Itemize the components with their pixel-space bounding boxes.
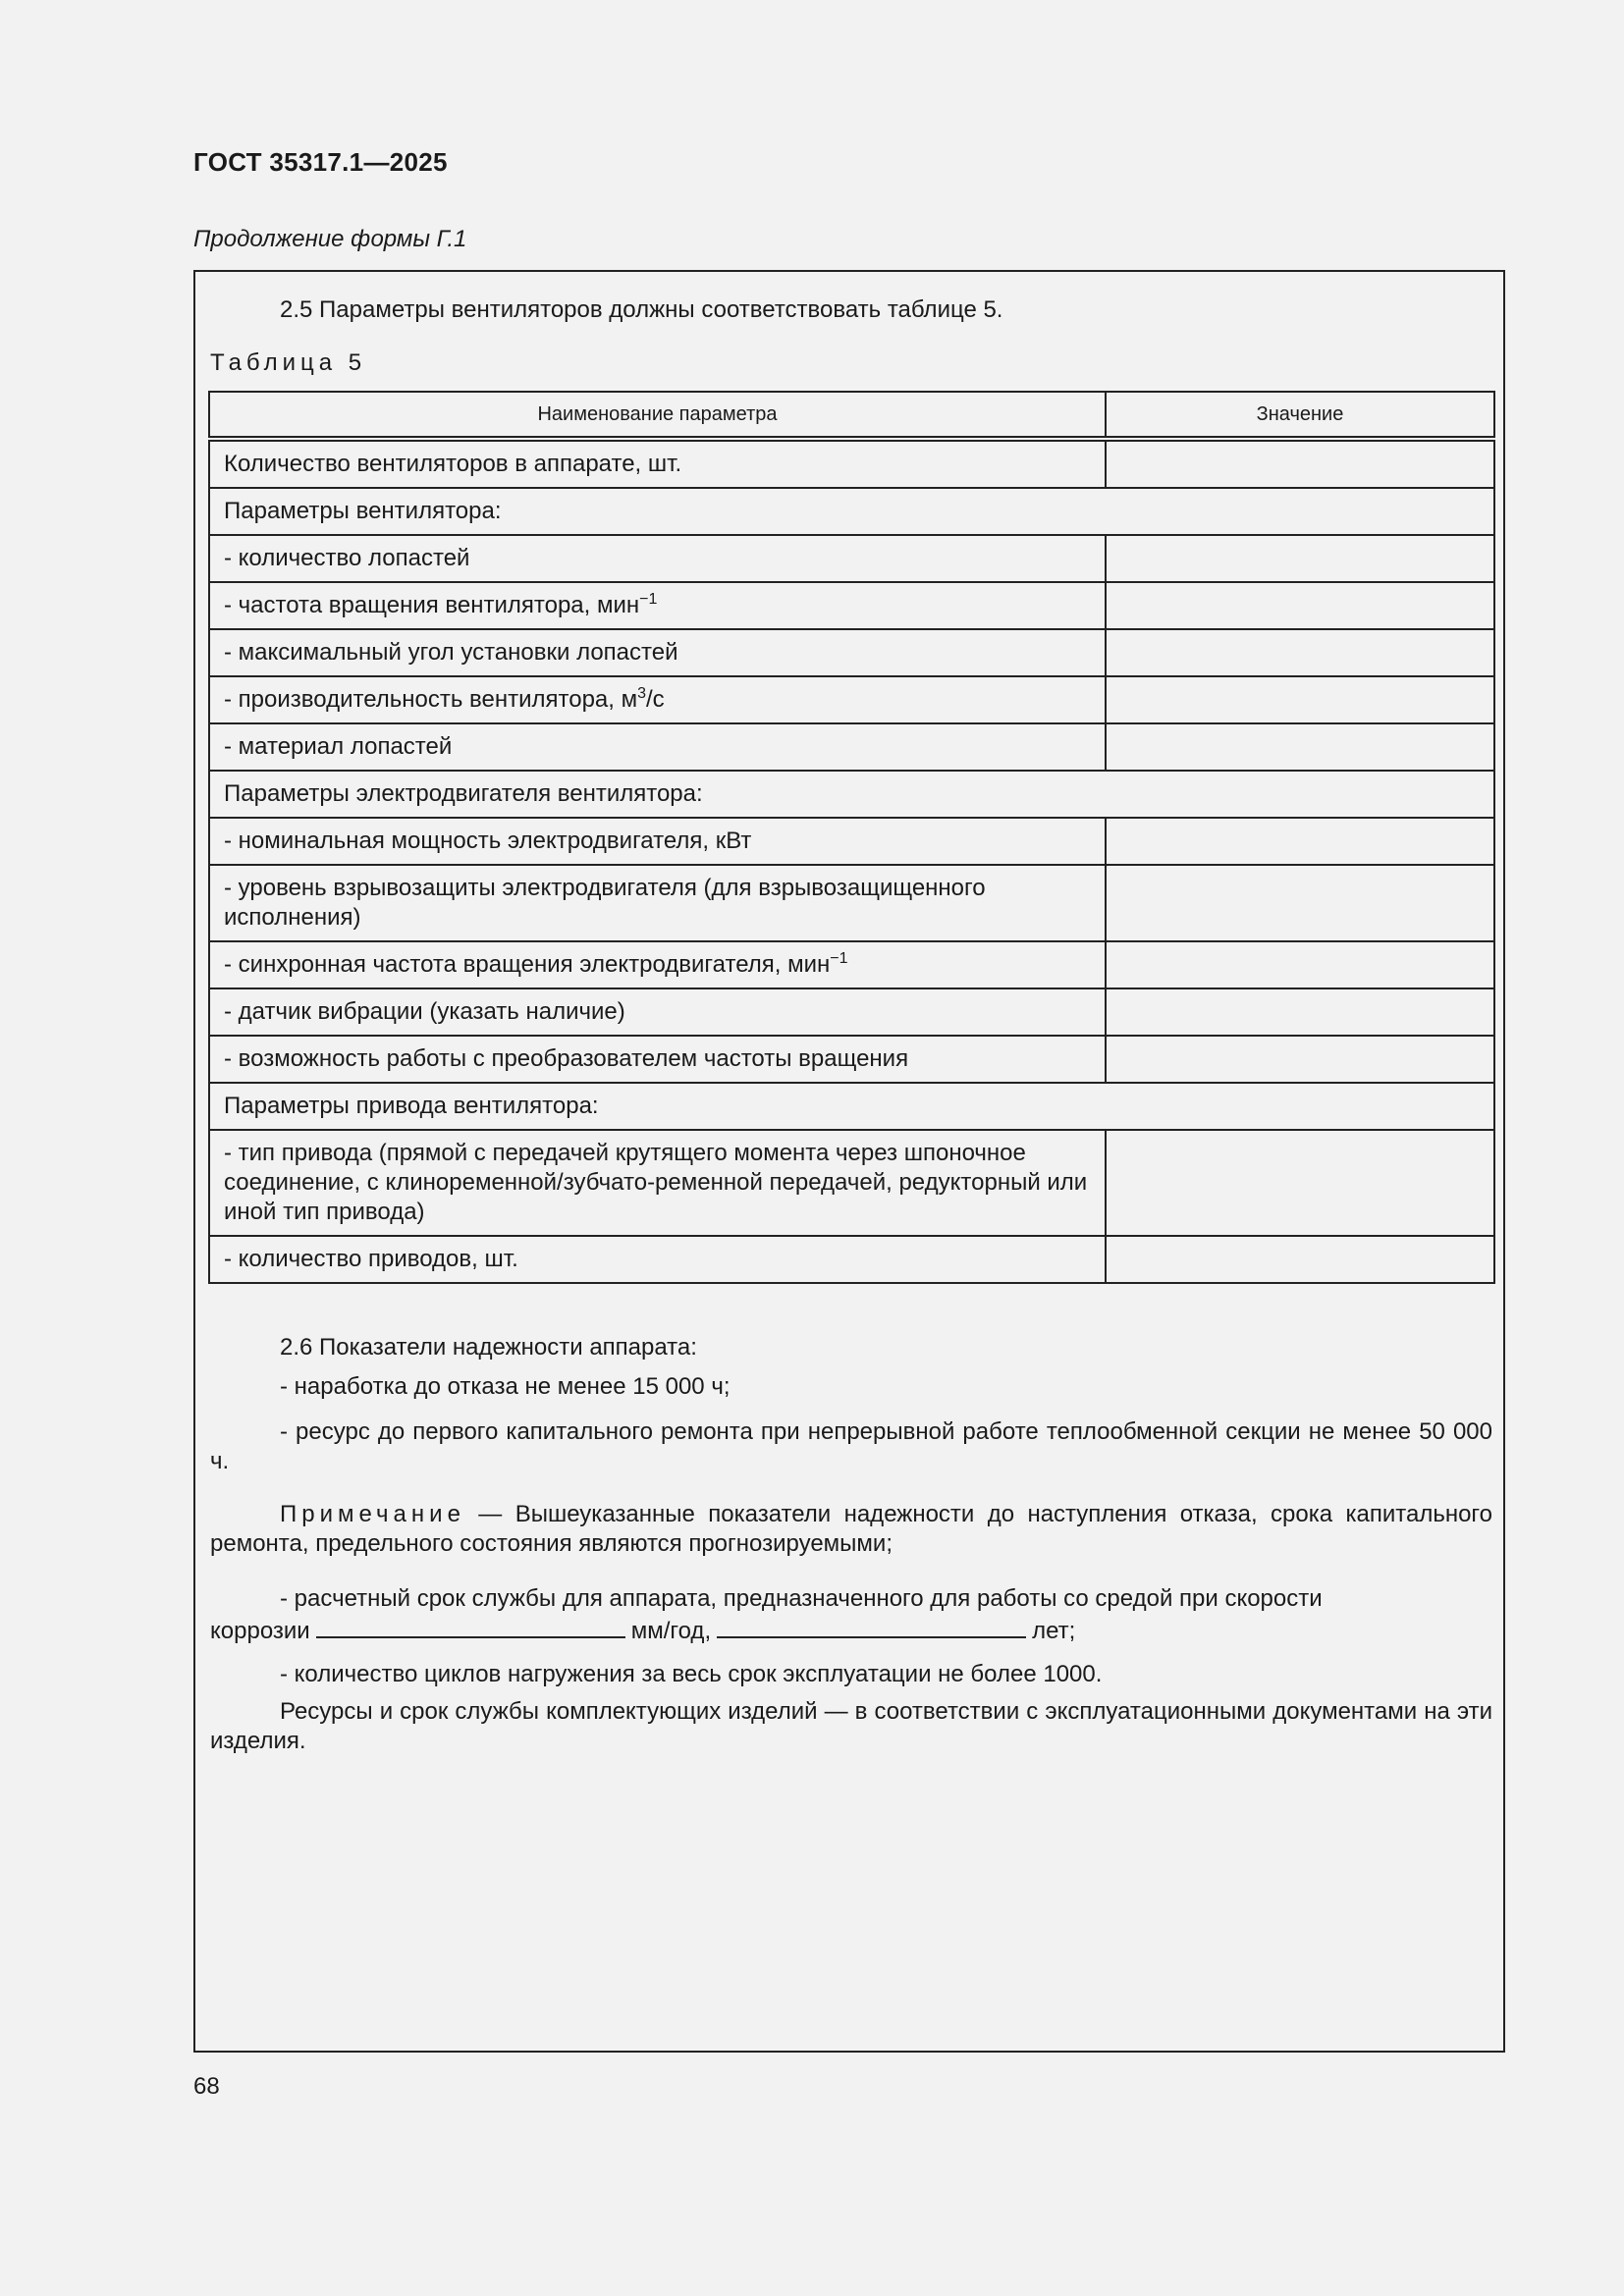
row-value-cell[interactable] xyxy=(1106,1130,1494,1236)
table-row xyxy=(209,582,1494,629)
component-resources-text: Ресурсы и срок службы комплектующих изделий — в соответствии с эксплуатационными документами на эти изделия. xyxy=(210,1698,1492,1754)
corrosion-prefix: коррозии xyxy=(210,1618,310,1644)
reliability-item-mtbf: - наработка до отказа не менее 15 000 ч; xyxy=(280,1373,731,1400)
table-row xyxy=(209,535,1494,582)
table-row xyxy=(209,1130,1494,1236)
table-row xyxy=(209,988,1494,1036)
table-row xyxy=(209,629,1494,676)
row-label: Количество вентиляторов в аппарате, шт. xyxy=(209,439,1106,488)
row-label-text: - синхронная частота вращения электродвигателя, мин xyxy=(224,951,831,978)
row-value-cell[interactable] xyxy=(1106,1036,1494,1083)
section-label: Параметры вентилятора: xyxy=(209,488,1494,535)
table-row xyxy=(209,818,1494,865)
row-label: - уровень взрывозащиты электродвигателя (для взрывозащищенного исполнения) xyxy=(209,865,1106,941)
corrosion-rate-blank[interactable] xyxy=(316,1615,625,1638)
document-code: ГОСТ 35317.1—2025 xyxy=(193,147,448,177)
load-cycles-text: - количество циклов нагружения за весь срок эксплуатации не более 1000. xyxy=(280,1661,1103,1687)
note-text: Вышеуказанные показатели надежности до наступления отказа, срока капитального ремонта, предельного состояния являются прогнозируемыми; xyxy=(210,1501,1493,1557)
row-value-cell[interactable] xyxy=(1106,1236,1494,1283)
row-label: - количество лопастей xyxy=(209,535,1106,582)
row-value-cell[interactable] xyxy=(1106,988,1494,1036)
row-value-cell[interactable] xyxy=(1106,865,1494,941)
row-label: - номинальная мощность электродвигателя, кВт xyxy=(209,818,1106,865)
column-header-value: Значение xyxy=(1106,392,1494,439)
row-value-cell[interactable] xyxy=(1106,629,1494,676)
page-number: 68 xyxy=(193,2073,220,2100)
table-row xyxy=(209,723,1494,771)
row-label-superscript: −1 xyxy=(830,950,848,967)
row-label: - тип привода (прямой с передачей крутящего момента через шпоночное соединение, с клиноременной/зубчато-ременной передачей, редукторный или иной тип привода) xyxy=(209,1130,1106,1236)
form-continuation-label: Продолжение формы Г.1 xyxy=(193,226,467,252)
table-row xyxy=(209,941,1494,988)
row-label: - количество приводов, шт. xyxy=(209,1236,1106,1283)
table-section-row xyxy=(209,1083,1494,1130)
row-label: - возможность работы с преобразователем частоты вращения xyxy=(209,1036,1106,1083)
row-label-suffix: /с xyxy=(646,686,665,713)
row-value-cell[interactable] xyxy=(1106,676,1494,723)
row-label: - материал лопастей xyxy=(209,723,1106,771)
service-life-line: - расчетный срок службы для аппарата, предназначенного для работы со средой при скорости xyxy=(280,1585,1323,1612)
reliability-title: 2.6 Показатели надежности аппарата: xyxy=(280,1334,697,1361)
row-label-text: - частота вращения вентилятора, мин xyxy=(224,592,640,618)
table-section-row xyxy=(209,771,1494,818)
row-value-cell[interactable] xyxy=(1106,439,1494,488)
note-dash: — xyxy=(464,1501,515,1527)
row-value-cell[interactable] xyxy=(1106,582,1494,629)
years-unit: лет; xyxy=(1032,1618,1076,1644)
table-row xyxy=(209,1036,1494,1083)
row-label-superscript: −1 xyxy=(639,591,658,608)
table-caption: Таблица 5 xyxy=(210,349,367,376)
row-label-text: - производительность вентилятора, м xyxy=(224,686,638,713)
table-row xyxy=(209,439,1494,488)
row-label: - датчик вибрации (указать наличие) xyxy=(209,988,1106,1036)
note-label: Примечание xyxy=(280,1501,465,1527)
section-2-5-text: 2.5 Параметры вентиляторов должны соответствовать таблице 5. xyxy=(280,296,1003,323)
fan-parameters-table xyxy=(208,391,1495,1284)
reliability-item-overhaul: - ресурс до первого капитального ремонта при непрерывной работе теплообменной секции не менее 50 000 ч. xyxy=(210,1418,1492,1474)
row-value-cell[interactable] xyxy=(1106,818,1494,865)
row-value-cell[interactable] xyxy=(1106,941,1494,988)
note-paragraph xyxy=(210,1500,1492,1559)
row-label-superscript: 3 xyxy=(637,685,647,702)
table-header-row xyxy=(209,392,1494,439)
section-label: Параметры электродвигателя вентилятора: xyxy=(209,771,1494,818)
row-value-cell[interactable] xyxy=(1106,723,1494,771)
service-years-blank[interactable] xyxy=(717,1615,1026,1638)
table-row xyxy=(209,865,1494,941)
row-label xyxy=(209,676,1106,723)
corrosion-unit: мм/год, xyxy=(630,1618,712,1644)
section-label: Параметры привода вентилятора: xyxy=(209,1083,1494,1130)
row-value-cell[interactable] xyxy=(1106,535,1494,582)
row-label: - максимальный угол установки лопастей xyxy=(209,629,1106,676)
table-section-row xyxy=(209,488,1494,535)
corrosion-line xyxy=(210,1615,1492,1646)
column-header-parameter: Наименование параметра xyxy=(209,392,1106,439)
row-label xyxy=(209,582,1106,629)
table-row xyxy=(209,1236,1494,1283)
row-label xyxy=(209,941,1106,988)
table-row xyxy=(209,676,1494,723)
